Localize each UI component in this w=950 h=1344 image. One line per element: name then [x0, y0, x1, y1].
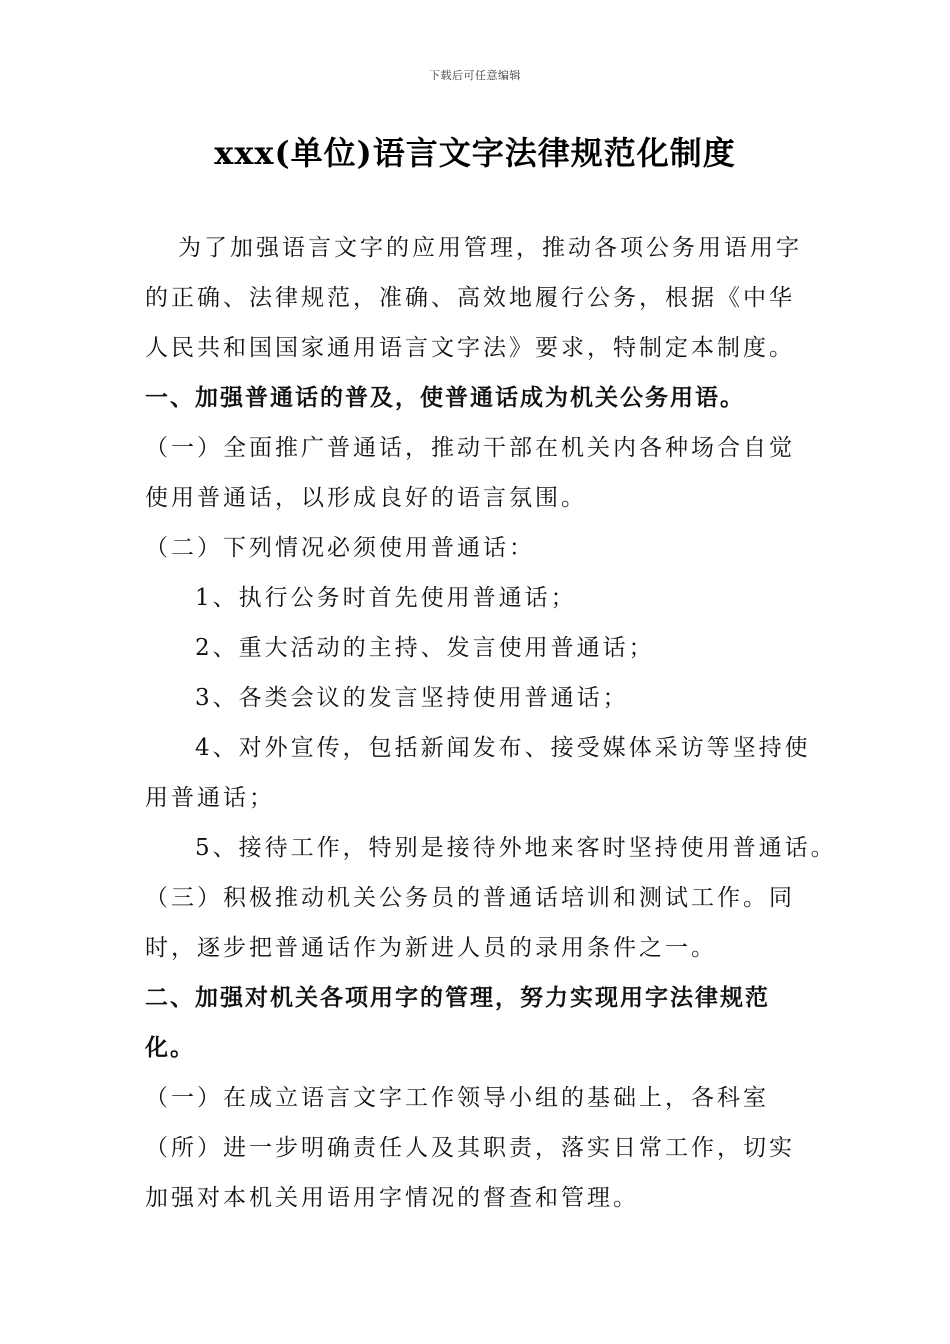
paragraph-line: 加强对本机关用语用字情况的督查和管理。: [145, 1185, 639, 1211]
paragraph-line: （三）积极推动机关公务员的普通话培训和测试工作。同: [145, 885, 795, 911]
paragraph-line: （一）全面推广普通话，推动干部在机关内各种场合自觉: [145, 435, 795, 461]
paragraph-line: 用普通话；: [145, 785, 275, 811]
document-title: xxx(单位)语言文字法律规范化制度: [214, 134, 736, 172]
section-heading: 化。: [145, 1034, 195, 1061]
section-heading: 二、加强对机关各项用字的管理，努力实现用字法律规范: [145, 984, 770, 1011]
paragraph-line: 使用普通话，以形成良好的语言氛围。: [145, 485, 587, 511]
paragraph-line: （二）下列情况必须使用普通话：: [145, 535, 535, 561]
paragraph-line: （一）在成立语言文字工作领导小组的基础上，各科室: [145, 1085, 769, 1111]
list-item: 2、重大活动的主持、发言使用普通话；: [195, 635, 655, 661]
header-note: 下载后可任意编辑: [429, 69, 521, 82]
paragraph-line: 为了加强语言文字的应用管理，推动各项公务用语用字: [178, 235, 802, 261]
paragraph-line: 的正确、法律规范，准确、高效地履行公务，根据《中华: [145, 285, 795, 311]
list-item: 1、执行公务时首先使用普通话；: [195, 585, 577, 611]
list-item: 4、对外宣传，包括新闻发布、接受媒体采访等坚持使: [195, 735, 811, 761]
paragraph-line: 人民共和国国家通用语言文字法》要求，特制定本制度。: [145, 335, 795, 361]
section-heading: 一、加强普通话的普及，使普通话成为机关公务用语。: [145, 384, 745, 411]
paragraph-line: 时，逐步把普通话作为新进人员的录用条件之一。: [145, 935, 717, 961]
paragraph-line: （所）进一步明确责任人及其职责，落实日常工作，切实: [145, 1135, 795, 1161]
list-item: 3、各类会议的发言坚持使用普通话；: [195, 685, 629, 711]
list-item: 5、接待工作，特别是接待外地来客时坚持使用普通话。: [195, 835, 837, 861]
